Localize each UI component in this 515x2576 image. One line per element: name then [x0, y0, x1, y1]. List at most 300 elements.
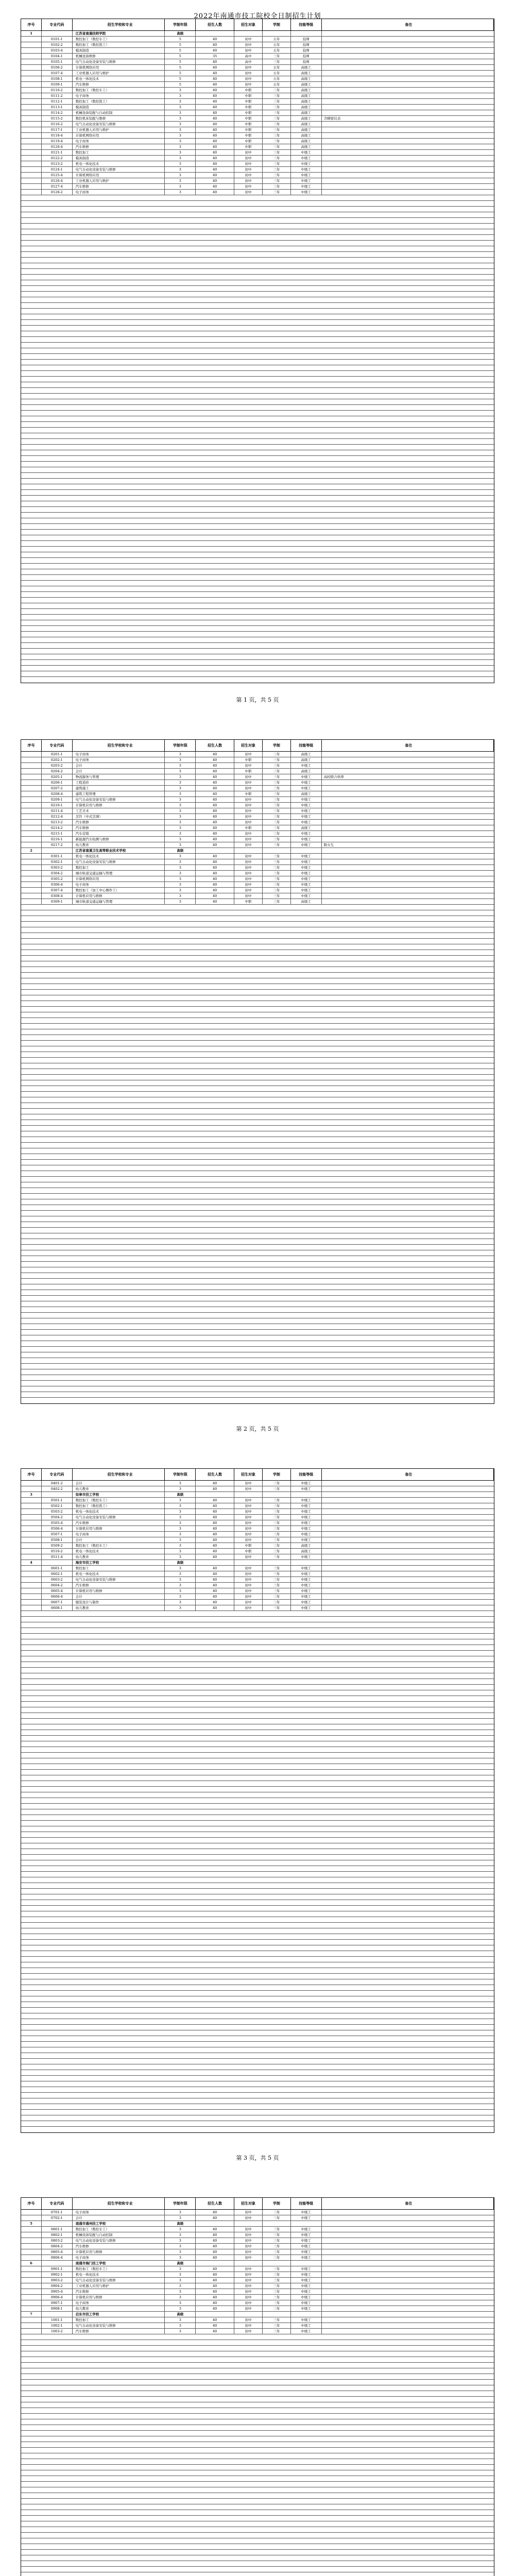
table-cell: 五年 [263, 71, 291, 76]
table-cell: 3 [165, 2283, 196, 2289]
table-cell: 建筑施工 [73, 786, 165, 791]
table-cell: 40 [196, 150, 234, 155]
table-cell: 35 [196, 54, 234, 59]
table-cell: 初中 [234, 1503, 263, 1509]
table-cell [322, 888, 494, 893]
table-cell: 3 [165, 2323, 196, 2328]
table-cell: 3 [165, 888, 196, 893]
table-cell: 3 [165, 161, 196, 166]
table-cell: 初中 [234, 1486, 263, 1492]
header-cell: 学制年限 [165, 2198, 196, 2209]
table-row [21, 82, 494, 88]
table-cell [322, 848, 494, 853]
table-cell: 3 [165, 1583, 196, 1588]
table-row [21, 2278, 494, 2283]
table-cell: 服装设计与制作 [73, 1600, 165, 1605]
header-cell: 招生对象 [234, 1469, 263, 1480]
table-cell: 三年 [263, 1520, 291, 1526]
table-cell [322, 769, 494, 774]
table-cell [322, 88, 494, 93]
table-cell: 中级工 [291, 882, 322, 887]
table-cell: 初中 [234, 161, 263, 166]
table-cell: 中级工 [291, 2278, 322, 2283]
table-cell: 0805-4 [42, 2249, 73, 2255]
table-cell [322, 2221, 494, 2226]
table-cell: 40 [196, 2238, 234, 2243]
table-cell: 工业机器人应用与维护 [73, 71, 165, 76]
table-cell: 三年 [263, 59, 291, 64]
table-cell: 三年 [263, 2244, 291, 2249]
header-cell: 技能等级 [291, 2198, 322, 2209]
table-cell: 3 [165, 190, 196, 195]
table-cell: 0108-1 [42, 76, 73, 81]
table-cell [21, 2232, 42, 2238]
table-cell [322, 161, 494, 166]
table-cell [21, 791, 42, 796]
table-cell [21, 2266, 42, 2272]
table-cell: 会计 [73, 763, 165, 768]
table-row [21, 2232, 494, 2238]
blank-rows [21, 195, 494, 682]
table-cell: 0507-1 [42, 1532, 73, 1537]
table-cell [21, 2215, 42, 2221]
table-cell: 初中 [234, 48, 263, 53]
table-cell: 初中 [234, 1520, 263, 1526]
table-cell: 3 [165, 865, 196, 870]
table-cell: 0113-1 [42, 105, 73, 110]
table-cell: 汽车维修 [73, 2244, 165, 2249]
table-cell [322, 1554, 494, 1560]
page-footer: 第 1 页，共 5 页 [236, 697, 279, 703]
table-cell: 电子商务 [73, 882, 165, 887]
table-row [21, 2210, 494, 2215]
table-cell: 中级工 [291, 1583, 322, 1588]
table-cell: 高级工 [291, 65, 322, 70]
table-cell: 中职 [234, 88, 263, 93]
table-cell: 中级工 [291, 814, 322, 819]
table-cell: 三年 [263, 110, 291, 115]
table-cell: 3 [165, 1600, 196, 1605]
table-cell [322, 820, 494, 825]
table-cell: 机电一体化技术 [73, 76, 165, 81]
table-cell: 0905-4 [42, 2289, 73, 2294]
table-cell: 3 [165, 808, 196, 814]
table-cell [21, 854, 42, 859]
table-cell: 中级工 [291, 842, 322, 848]
table-cell: 初中 [234, 854, 263, 859]
table-cell: 计算机应用与维修 [73, 2249, 165, 2255]
table-cell [21, 837, 42, 842]
table-cell: 0118-4 [42, 133, 73, 138]
table-cell [291, 2221, 322, 2226]
table-cell: 五年 [263, 42, 291, 47]
table-cell: 中级工 [291, 1498, 322, 1503]
table-cell [322, 2272, 494, 2277]
table-cell: 如皋市技工学校 [73, 1492, 165, 1497]
table-cell [42, 1492, 73, 1497]
table-row [21, 1549, 494, 1554]
table-cell: 0208-4 [42, 791, 73, 796]
table-header [21, 2198, 494, 2210]
table-row [21, 859, 494, 865]
table-cell: 会计 [73, 2215, 165, 2221]
table-cell [322, 2227, 494, 2232]
table-cell: 会计 [73, 1537, 165, 1543]
table-cell: 初中 [234, 156, 263, 161]
table-cell: 高级工 [291, 82, 322, 87]
table-cell: 3 [165, 173, 196, 178]
table-cell: 中级工 [291, 1486, 322, 1492]
table-cell: 40 [196, 167, 234, 172]
table-cell: 40 [196, 144, 234, 149]
table-cell [21, 133, 42, 138]
table-cell: 中级工 [291, 1537, 322, 1543]
table-cell: 三年 [263, 2278, 291, 2283]
table-cell: 三年 [263, 882, 291, 887]
table-row [21, 786, 494, 791]
table-cell: 0303-2 [42, 865, 73, 870]
table-cell: 三年 [263, 1481, 291, 1486]
table-cell: 三年 [263, 150, 291, 155]
table-cell: 0128-2 [42, 190, 73, 195]
table-cell [322, 2255, 494, 2260]
table-cell: 三年 [263, 876, 291, 882]
table-cell: 中级工 [291, 837, 322, 842]
table-cell: 3 [165, 797, 196, 802]
header-cell: 招生对象 [234, 2198, 263, 2209]
table-row [21, 2295, 494, 2300]
table-cell [234, 848, 263, 853]
table-cell: 高校联合培养 [323, 775, 344, 779]
table-cell: 五年 [263, 37, 291, 42]
table-cell: 初中 [234, 2210, 263, 2215]
table-cell: 40 [196, 76, 234, 81]
table-row [21, 93, 494, 99]
table-cell [21, 1520, 42, 1526]
table-cell [322, 814, 494, 819]
table-cell [322, 54, 494, 59]
table-cell: 5 [165, 54, 196, 59]
table-cell: 中级工 [291, 1520, 322, 1526]
table-cell: 中职 [234, 1549, 263, 1554]
table-cell: 3 [165, 2255, 196, 2260]
table-cell: 0114-2 [42, 110, 73, 115]
table-cell [322, 150, 494, 155]
table-cell [322, 2232, 494, 2238]
table-cell: 0401-2 [42, 1481, 73, 1486]
table-cell [322, 1509, 494, 1514]
table-cell: 计算机应用与维修 [73, 1526, 165, 1531]
table-cell: 中级工 [291, 763, 322, 768]
table-cell: 初中 [234, 1532, 263, 1537]
table-row [21, 1486, 494, 1492]
table-cell: 40 [196, 2272, 234, 2277]
table-row [21, 127, 494, 133]
table-row [21, 2300, 494, 2306]
table-cell: 电气自动化设备安装与维修 [73, 2238, 165, 2243]
table-cell: 3 [165, 150, 196, 155]
header-cell: 学制 [263, 19, 291, 30]
table-cell: 0123-2 [42, 161, 73, 166]
table-cell [322, 31, 494, 36]
table-cell: 3 [165, 1509, 196, 1514]
table-cell: 5 [165, 82, 196, 87]
table-cell [322, 82, 494, 87]
table-cell: 汽车维修 [73, 825, 165, 831]
table-row [21, 1526, 494, 1532]
table-cell: 40 [196, 837, 234, 842]
table-cell: 40 [196, 865, 234, 870]
table-cell: 中级工 [291, 808, 322, 814]
table-cell: 中级工 [291, 786, 322, 791]
table-cell [322, 871, 494, 876]
table-cell [322, 1588, 494, 1594]
table-cell [21, 2238, 42, 2243]
table-cell: 电子商务 [73, 2210, 165, 2215]
table-cell: 3 [165, 127, 196, 132]
table-cell [322, 2215, 494, 2221]
table-cell: 高级工 [291, 127, 322, 132]
table-cell: 40 [196, 1571, 234, 1577]
table-cell [21, 2272, 42, 2277]
table-cell [21, 167, 42, 172]
table-cell: 高级工 [291, 1549, 322, 1554]
table-cell: 0307-4 [42, 888, 73, 893]
table-cell: 40 [196, 1594, 234, 1599]
table-cell [21, 150, 42, 155]
table-cell [234, 2312, 263, 2317]
table-cell: 三年 [263, 116, 291, 121]
table-cell: 计算机网络应用 [73, 876, 165, 882]
table-cell: 40 [196, 1503, 234, 1509]
table-cell [322, 791, 494, 796]
header-cell: 招生人数 [196, 19, 234, 30]
table-cell: 40 [196, 1600, 234, 1605]
table-cell: 3 [165, 93, 196, 98]
table-cell: 0212-4 [42, 814, 73, 819]
table-cell [322, 127, 494, 132]
table-cell [322, 1571, 494, 1577]
table-cell: 初中 [234, 2306, 263, 2311]
table-cell: 6 [21, 2261, 42, 2266]
table-cell: 0503-2 [42, 1509, 73, 1514]
table-cell: 中级工 [291, 1600, 322, 1605]
table-cell: 中级工 [291, 2323, 322, 2328]
table-cell: 中级工 [291, 2244, 322, 2249]
table-cell: 机电一体化技术 [73, 1549, 165, 1554]
table-cell: 电子商务 [73, 93, 165, 98]
table-cell: 0304-2 [42, 871, 73, 876]
table-cell: 3 [165, 899, 196, 904]
table-cell: 40 [196, 88, 234, 93]
table-cell [21, 803, 42, 808]
table-cell: 高级工 [291, 144, 322, 149]
table-cell: 中级工 [291, 1532, 322, 1537]
table-cell [322, 76, 494, 81]
table-cell: 40 [196, 93, 234, 98]
table-cell [21, 1543, 42, 1548]
table-cell [42, 31, 73, 36]
blank-rows [21, 2334, 494, 2576]
table-cell: 物流服务与管理 [73, 774, 165, 779]
table-cell: 3 [165, 1498, 196, 1503]
table-cell: 0203-2 [42, 763, 73, 768]
table-cell: 3 [165, 1543, 196, 1548]
table-cell: 高级 [165, 2312, 196, 2317]
table-cell [21, 786, 42, 791]
table-cell: 3 [165, 2238, 196, 2243]
table-row [21, 2244, 494, 2249]
table-cell: 初中 [234, 1594, 263, 1599]
table-row [21, 42, 494, 48]
table-cell [234, 31, 263, 36]
table-cell: 初中 [234, 82, 263, 87]
table-cell: 5 [21, 2221, 42, 2226]
table-cell [234, 2261, 263, 2266]
table-cell [322, 105, 494, 110]
table-cell: 电气自动化设备安装与维修 [73, 122, 165, 127]
table-cell: 三年 [263, 133, 291, 138]
table-cell: 电气自动化设备安装与维修 [73, 2323, 165, 2328]
table-cell: 5 [165, 76, 196, 81]
table-cell: 3 [165, 178, 196, 183]
table-row [21, 173, 494, 178]
table-cell: 计算机网络应用 [73, 173, 165, 178]
table-cell: 三年 [263, 1503, 291, 1509]
table-cell: 中级工 [291, 871, 322, 876]
table-cell [291, 1560, 322, 1565]
table-cell: 初中 [234, 831, 263, 836]
table-cell [322, 1566, 494, 1571]
table-row [21, 2238, 494, 2244]
table-cell: 40 [196, 2295, 234, 2300]
table-cell: 计算机应用与维修 [73, 1588, 165, 1594]
table-cell: 技师 [291, 59, 322, 64]
table-cell [21, 2323, 42, 2328]
table-cell: 0106-2 [42, 65, 73, 70]
table-cell: 4 [21, 1560, 42, 1565]
table-cell: 0213-2 [42, 820, 73, 825]
table-cell: 三年 [263, 161, 291, 166]
table-cell: 40 [196, 116, 234, 121]
table-cell [21, 65, 42, 70]
table-cell [322, 2283, 494, 2289]
table-cell: 幼儿教育 [73, 1605, 165, 1611]
table-cell [291, 848, 322, 853]
table-cell: 0201-1 [42, 752, 73, 757]
table-cell: 40 [196, 780, 234, 785]
table-cell: 0102-2 [42, 42, 73, 47]
table-cell [322, 752, 494, 757]
table-cell: 0207-2 [42, 786, 73, 791]
table-cell: 40 [196, 2306, 234, 2311]
table-cell [263, 1560, 291, 1565]
header-cell: 备注 [322, 19, 494, 30]
table-cell: 五年 [263, 82, 291, 87]
table-cell: 三年 [263, 2232, 291, 2238]
table-row [21, 76, 494, 82]
table-cell [21, 865, 42, 870]
table-cell [322, 156, 494, 161]
table-cell: 初中 [234, 2232, 263, 2238]
table-cell [196, 31, 234, 36]
table-cell: 三年 [263, 786, 291, 791]
table-cell: 数控加工（数控铣工） [73, 1503, 165, 1509]
table-cell: 三年 [263, 1537, 291, 1543]
table-cell: 电子商务 [73, 757, 165, 762]
table-cell: 0806-4 [42, 2255, 73, 2260]
table-cell [21, 2283, 42, 2289]
table-row [21, 110, 494, 116]
table-cell: 0105-1 [42, 59, 73, 64]
table-cell: 初中 [234, 1605, 263, 1611]
table-cell [322, 2317, 494, 2323]
table-cell [21, 48, 42, 53]
table-cell: 海安市技工学校 [73, 1560, 165, 1565]
table-row [21, 882, 494, 888]
table-cell: 0206-1 [42, 780, 73, 785]
table-cell: 0202-1 [42, 757, 73, 762]
table-cell: 中级工 [291, 2306, 322, 2311]
table-cell [322, 1498, 494, 1503]
table-cell: 中级工 [291, 2317, 322, 2323]
table-cell: 3 [165, 144, 196, 149]
table-cell [21, 82, 42, 87]
table-cell: 数控加工（数控车工） [73, 1543, 165, 1548]
table-cell [322, 139, 494, 144]
header-cell: 专业代码 [42, 1469, 73, 1480]
table-cell [322, 2210, 494, 2215]
table-row [21, 893, 494, 899]
table-cell: 0608-1 [42, 1605, 73, 1611]
header-cell: 招生对象 [234, 19, 263, 30]
table-cell: 三年 [263, 1600, 291, 1605]
table-cell: 初中 [234, 2227, 263, 2232]
table-cell: 0702-1 [42, 2215, 73, 2221]
table-cell: 三年 [263, 173, 291, 178]
table-cell: 三年 [263, 2266, 291, 2272]
table-cell: 三年 [263, 1526, 291, 1531]
table-cell: 5 [165, 71, 196, 76]
table-cell: 40 [196, 893, 234, 899]
table-cell [322, 2289, 494, 2294]
table-cell: 0121-1 [42, 150, 73, 155]
table-cell: 三年 [263, 774, 291, 779]
table-row [21, 2317, 494, 2323]
table-cell: 中级工 [291, 888, 322, 893]
table-cell: 中级工 [291, 1605, 322, 1611]
table-cell: 三年 [263, 2272, 291, 2277]
table-cell [322, 37, 494, 42]
table-cell: 初中 [234, 2317, 263, 2323]
table-cell [21, 1588, 42, 1594]
table-cell: 40 [196, 882, 234, 887]
table-cell: 三年 [263, 1594, 291, 1599]
table-cell: 3 [165, 2289, 196, 2294]
table-cell: 三年 [263, 2329, 291, 2334]
table-row [21, 774, 494, 780]
table-cell [322, 1486, 494, 1492]
table-cell: 40 [196, 752, 234, 757]
table-cell: 40 [196, 82, 234, 87]
table-row [21, 842, 494, 848]
table-cell: 三年 [263, 814, 291, 819]
table-cell: 40 [196, 876, 234, 882]
table-cell: 3 [165, 2227, 196, 2232]
table-cell: 40 [196, 173, 234, 178]
table-cell: 40 [196, 1486, 234, 1492]
table-cell: 三年 [263, 190, 291, 195]
